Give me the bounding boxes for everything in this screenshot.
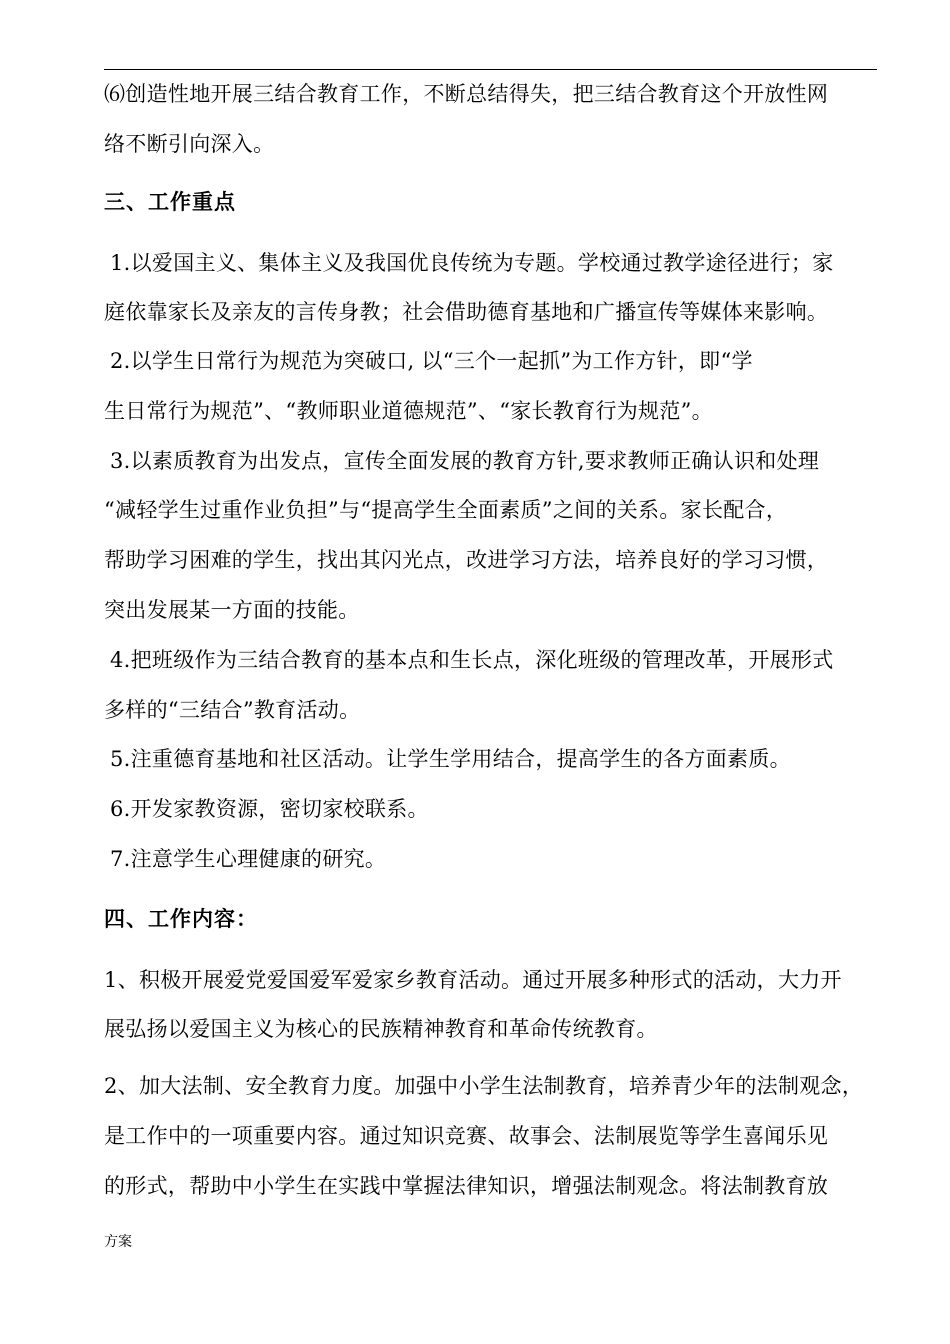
list-item: 2.以学生日常行为规范为突破口, 以“三个一起抓”为工作方针，即“学 [110, 349, 753, 373]
paragraph-line: 展弘扬以爱国主义为核心的民族精神教育和革命传统教育。 [104, 1017, 658, 1041]
page-footer: 方案 [104, 1234, 132, 1250]
paragraph-line: 2、加大法制、安全教育力度。加强中小学生法制教育，培养青少年的法制观念， [104, 1074, 864, 1098]
paragraph-line: 庭依靠家长及亲友的言传身教；社会借助德育基地和广播宣传等媒体来影响。 [104, 300, 829, 324]
paragraph-line: 是工作中的一项重要内容。通过知识竞赛、故事会、法制展览等学生喜闻乐见 [104, 1124, 829, 1148]
list-item: 1.以爱国主义、集体主义及我国优良传统为专题。学校通过教学途径进行；家 [110, 251, 834, 275]
paragraph-line: 1、积极开展爱党爱国爱军爱家乡教育活动。通过开展多种形式的活动，大力开 [104, 968, 842, 992]
paragraph-line: 突出发展某一方面的技能。 [104, 598, 360, 622]
paragraph-line: 的形式，帮助中小学生在实践中掌握法律知识，增强法制观念。将法制教育放 [104, 1174, 829, 1198]
paragraph-line: 络不断引向深入。 [104, 132, 275, 156]
section-heading: 四、工作内容： [104, 907, 258, 931]
paragraph-line: 帮助学习困难的学生，找出其闪光点，改进学习方法，培养良好的学习习惯， [104, 548, 829, 572]
paragraph-line: “减轻学生过重作业负担”与“提高学生全面素质”之间的关系。家长配合， [104, 498, 788, 522]
section-heading: 三、工作重点 [104, 190, 236, 214]
header-rule [104, 69, 877, 70]
paragraph-line: 生日常行为规范”、“教师职业道德规范”、“家长教育行为规范”。 [104, 399, 713, 423]
paragraph-line: ⑹创造性地开展三结合教育工作，不断总结得失，把三结合教育这个开放性网 [104, 82, 829, 106]
list-item: 6.开发家教资源，密切家校联系。 [110, 797, 429, 821]
list-item: 3.以素质教育为出发点，宣传全面发展的教育方针,要求教师正确认识和处理 [110, 449, 820, 473]
list-item: 5.注重德育基地和社区活动。让学生学用结合，提高学生的各方面素质。 [110, 747, 791, 771]
paragraph-line: 多样的“三结合”教育活动。 [104, 698, 361, 722]
list-item: 4.把班级作为三结合教育的基本点和生长点，深化班级的管理改革，开展形式 [110, 648, 834, 672]
list-item: 7.注意学生心理健康的研究。 [110, 847, 387, 871]
